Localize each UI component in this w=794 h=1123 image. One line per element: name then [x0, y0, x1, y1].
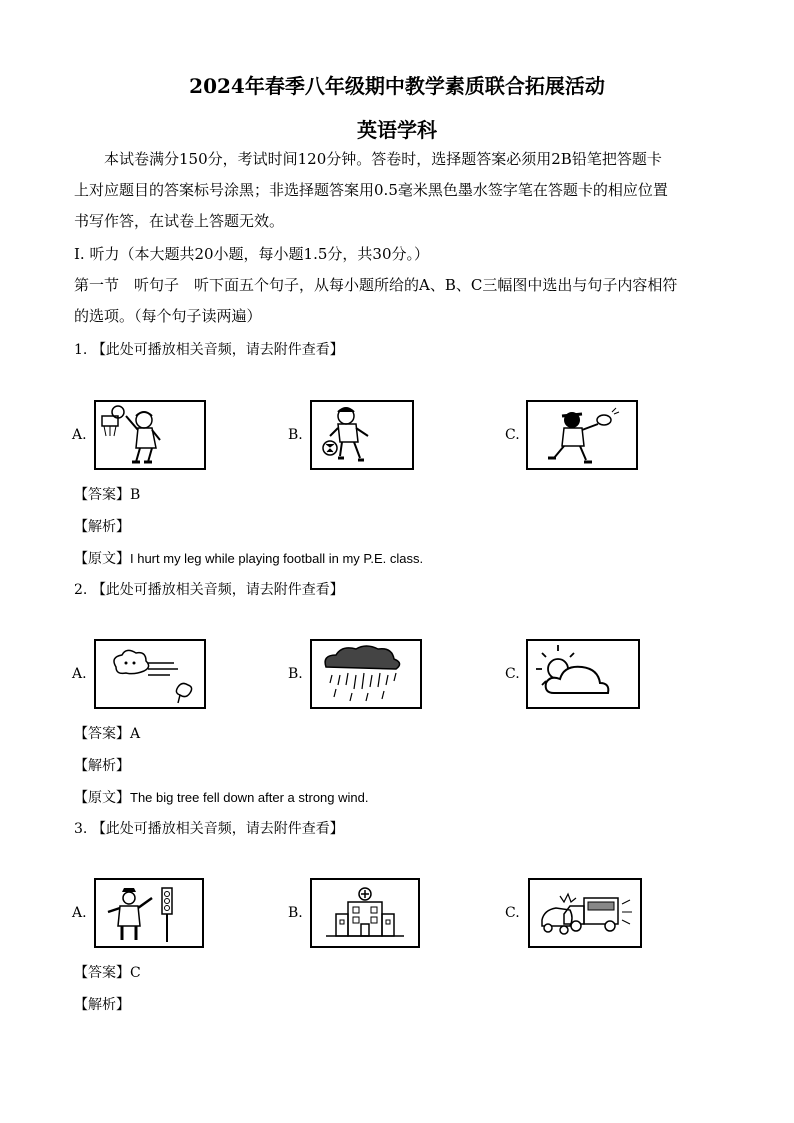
instructions-line-3: 书写作答，在试卷上答题无效。: [74, 212, 285, 230]
option-image-c[interactable]: [526, 639, 640, 709]
answer-label: 【答案】: [74, 487, 130, 503]
section-heading: I. 听力（本大题共20小题，每小题1.5分，共30分。）: [74, 245, 429, 263]
basketball-player-icon: [96, 402, 204, 468]
option-image-b[interactable]: [310, 878, 420, 948]
original-row-1: [74, 548, 423, 568]
partly-cloudy-icon: [528, 641, 638, 707]
answer-value: B: [130, 487, 141, 503]
option-image-a[interactable]: [94, 878, 204, 948]
answer-value: C: [130, 965, 141, 981]
option-letter-c: C.: [505, 905, 520, 921]
option-image-a[interactable]: [94, 639, 206, 709]
option-letter-c: C.: [505, 666, 520, 682]
windy-icon: [96, 641, 204, 707]
traffic-police-icon: [96, 880, 202, 946]
badminton-player-icon: [528, 402, 636, 468]
answer-value: A: [130, 726, 141, 742]
option-letter-b: B.: [288, 905, 303, 921]
option-image-b[interactable]: [310, 639, 422, 709]
answer-row-3: [74, 962, 141, 982]
subject-title: 英语学科: [357, 118, 437, 142]
original-text: I hurt my leg while playing football in my P.E. class.: [130, 551, 424, 566]
answer-label: 【答案】: [74, 965, 130, 981]
question-3: [74, 818, 344, 838]
original-row-2: [74, 787, 368, 807]
answer-label: 【答案】: [74, 726, 130, 742]
instructions-line-2: 上对应题目的答案标号涂黑；非选择题答案用0.5毫米黑色墨水签字笔在答题卡的相应位置: [74, 181, 668, 199]
question-2: [74, 579, 344, 599]
option-letter-a: A.: [72, 427, 87, 443]
analysis-label-3: 【解析】: [74, 997, 130, 1013]
part-instruction-line-2: 的选项。（每个句子读两遍）: [74, 307, 262, 325]
original-text: The big tree fell down after a strong wind.: [130, 790, 369, 805]
question-number: 3.: [74, 821, 88, 837]
original-label: 【原文】: [74, 790, 130, 806]
option-letter-b: B.: [288, 666, 303, 682]
audio-prompt[interactable]: 【此处可播放相关音频，请去附件查看】: [91, 342, 344, 358]
answer-row-1: [74, 484, 140, 504]
hospital-icon: [312, 880, 418, 946]
audio-prompt[interactable]: 【此处可播放相关音频，请去附件查看】: [91, 582, 344, 598]
analysis-label-2: 【解析】: [74, 758, 130, 774]
option-letter-a: A.: [72, 905, 87, 921]
option-image-c[interactable]: [528, 878, 642, 948]
part-instruction-line-1: 第一节 听句子 听下面五个句子，从每小题所给的A、B、C三幅图中选出与句子内容相符: [74, 276, 678, 294]
option-letter-a: A.: [72, 666, 87, 682]
question-1: [74, 339, 344, 359]
audio-prompt[interactable]: 【此处可播放相关音频，请去附件查看】: [91, 821, 344, 837]
exam-title: 2024年春季八年级期中教学素质联合拓展活动: [189, 74, 605, 98]
instructions-line-1: 本试卷满分150分，考试时间120分钟。答卷时，选择题答案必须用2B铅笔把答题卡: [104, 150, 662, 168]
option-letter-c: C.: [505, 427, 520, 443]
answer-row-2: [74, 723, 140, 743]
question-number: 2.: [74, 582, 88, 598]
original-label: 【原文】: [74, 551, 130, 567]
question-number: 1.: [74, 342, 88, 358]
option-image-c[interactable]: [526, 400, 638, 470]
option-image-a[interactable]: [94, 400, 206, 470]
option-letter-b: B.: [288, 427, 303, 443]
option-image-b[interactable]: [310, 400, 414, 470]
car-accident-icon: [530, 880, 640, 946]
rainy-icon: [312, 641, 420, 707]
analysis-label-1: 【解析】: [74, 519, 130, 535]
football-player-icon: [312, 402, 412, 468]
